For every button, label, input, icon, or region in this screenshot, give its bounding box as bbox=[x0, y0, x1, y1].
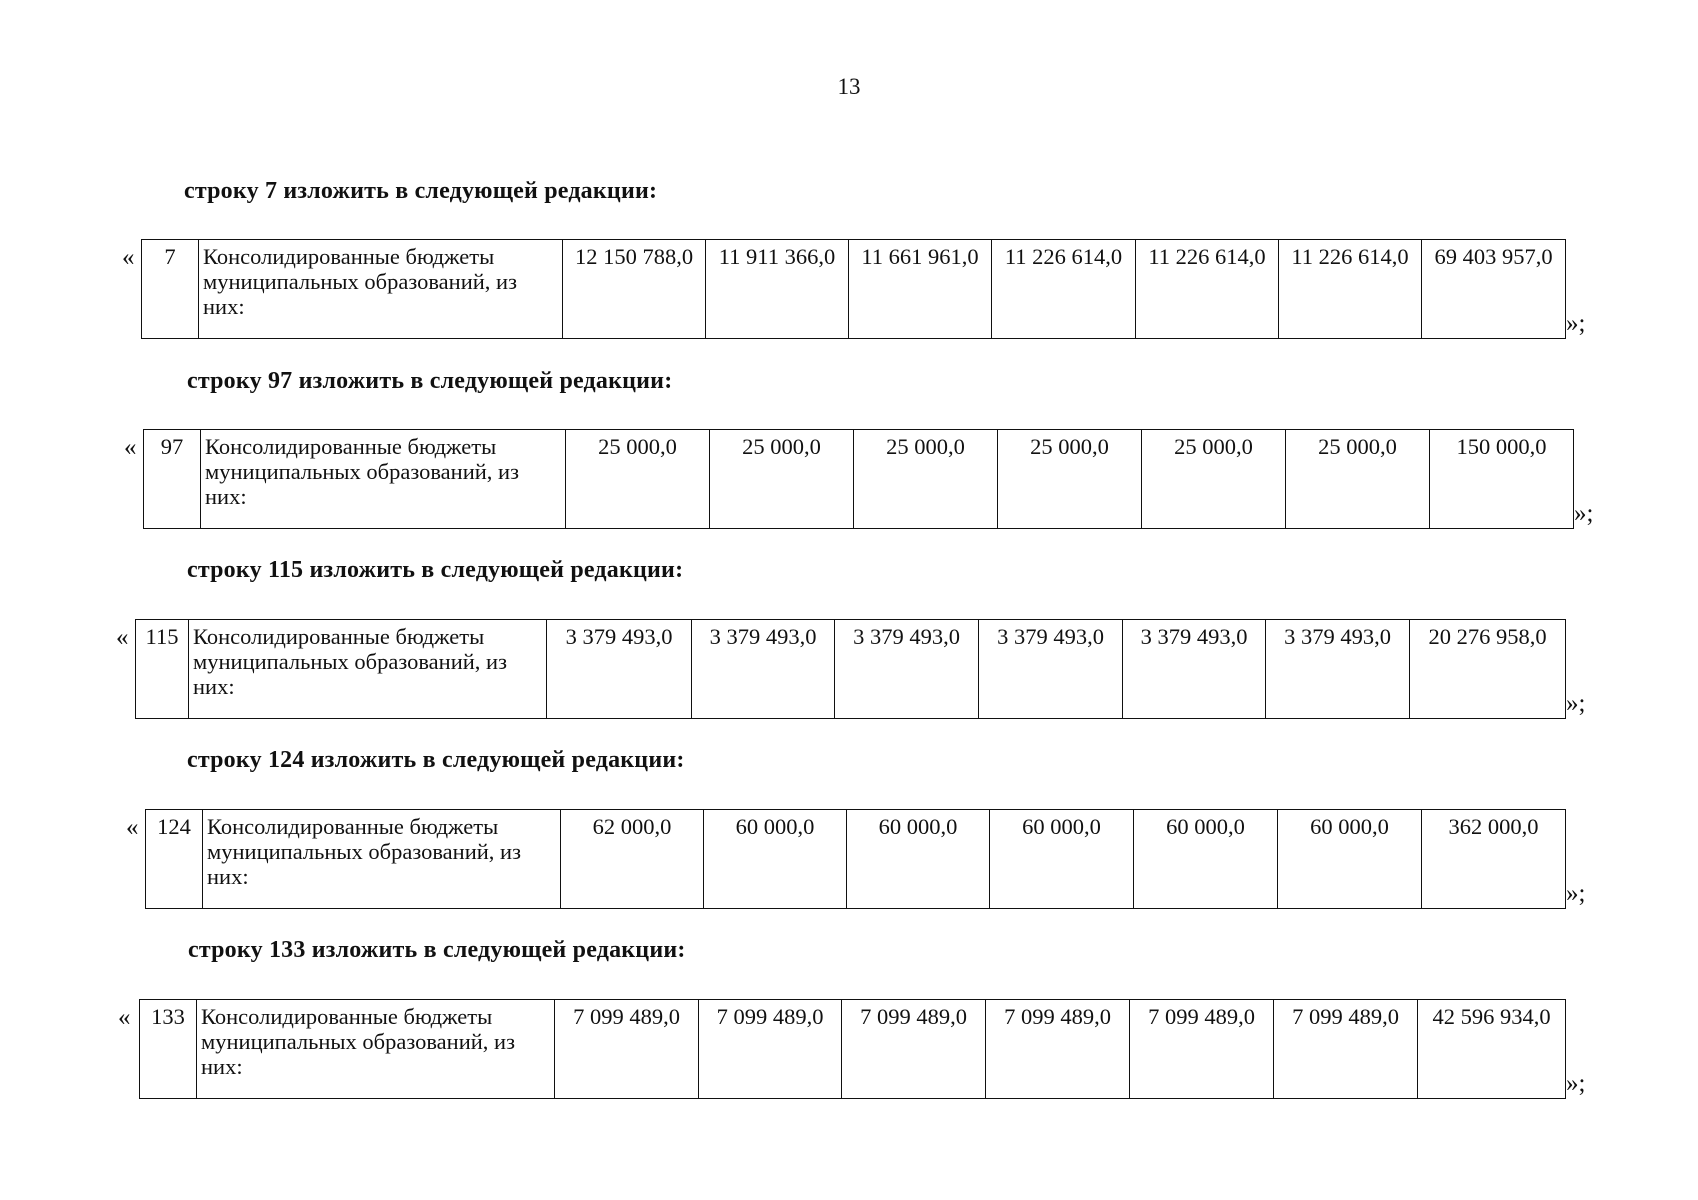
value-cell: 11 661 961,0 bbox=[849, 240, 992, 339]
row-name-cell: Консолидированные бюджеты муниципальных образований, из них: bbox=[199, 240, 563, 339]
value-cell: 7 099 489,0 bbox=[842, 1000, 986, 1099]
value-cell: 3 379 493,0 bbox=[1266, 620, 1410, 719]
amendment-table bbox=[135, 619, 1566, 719]
value-cell: 11 911 366,0 bbox=[706, 240, 849, 339]
row-name-cell: Консолидированные бюджеты муниципальных образований, из них: bbox=[189, 620, 547, 719]
row-name-cell: Консолидированные бюджеты муниципальных образований, из них: bbox=[203, 810, 561, 909]
page-number: 13 bbox=[837, 74, 861, 99]
value-cell: 25 000,0 bbox=[710, 430, 854, 529]
value-cell: 25 000,0 bbox=[998, 430, 1142, 529]
row-number-cell: 115 bbox=[136, 620, 189, 719]
row-name-cell: Консолидированные бюджеты муниципальных образований, из них: bbox=[201, 430, 566, 529]
value-cell: 11 226 614,0 bbox=[1279, 240, 1422, 339]
section-intro: строку 7 изложить в следующей редакции: bbox=[184, 178, 658, 204]
total-value-cell: 42 596 934,0 bbox=[1418, 1000, 1566, 1099]
closing-quote: »; bbox=[1566, 880, 1586, 907]
value-cell: 25 000,0 bbox=[854, 430, 998, 529]
opening-quote: « bbox=[116, 624, 129, 651]
value-cell: 60 000,0 bbox=[847, 810, 990, 909]
total-value-cell: 150 000,0 bbox=[1430, 430, 1574, 529]
value-cell: 3 379 493,0 bbox=[1123, 620, 1266, 719]
table-row bbox=[144, 430, 1574, 529]
value-cell: 12 150 788,0 bbox=[563, 240, 706, 339]
value-cell: 7 099 489,0 bbox=[1130, 1000, 1274, 1099]
table-row bbox=[146, 810, 1566, 909]
row-number-cell: 133 bbox=[140, 1000, 197, 1099]
value-cell: 25 000,0 bbox=[566, 430, 710, 529]
value-cell: 11 226 614,0 bbox=[992, 240, 1136, 339]
section-intro: строку 133 изложить в следующей редакции: bbox=[188, 937, 686, 963]
opening-quote: « bbox=[126, 814, 139, 841]
value-cell: 60 000,0 bbox=[1134, 810, 1278, 909]
closing-quote: »; bbox=[1566, 1070, 1586, 1097]
value-cell: 7 099 489,0 bbox=[986, 1000, 1130, 1099]
closing-quote: »; bbox=[1566, 690, 1586, 717]
value-cell: 3 379 493,0 bbox=[692, 620, 835, 719]
amendment-table bbox=[143, 429, 1574, 529]
value-cell: 7 099 489,0 bbox=[555, 1000, 699, 1099]
table-row bbox=[142, 240, 1566, 339]
closing-quote: »; bbox=[1566, 310, 1586, 337]
value-cell: 62 000,0 bbox=[561, 810, 704, 909]
value-cell: 7 099 489,0 bbox=[699, 1000, 842, 1099]
section-intro: строку 115 изложить в следующей редакции: bbox=[187, 557, 684, 583]
row-number-cell: 124 bbox=[146, 810, 203, 909]
value-cell: 25 000,0 bbox=[1286, 430, 1430, 529]
value-cell: 60 000,0 bbox=[704, 810, 847, 909]
value-cell: 11 226 614,0 bbox=[1136, 240, 1279, 339]
opening-quote: « bbox=[124, 434, 137, 461]
value-cell: 25 000,0 bbox=[1142, 430, 1286, 529]
row-number-cell: 7 bbox=[142, 240, 199, 339]
row-number-cell: 97 bbox=[144, 430, 201, 529]
value-cell: 3 379 493,0 bbox=[547, 620, 692, 719]
table-row bbox=[136, 620, 1566, 719]
closing-quote: »; bbox=[1574, 500, 1594, 527]
value-cell: 60 000,0 bbox=[990, 810, 1134, 909]
value-cell: 3 379 493,0 bbox=[835, 620, 979, 719]
total-value-cell: 69 403 957,0 bbox=[1422, 240, 1566, 339]
value-cell: 60 000,0 bbox=[1278, 810, 1422, 909]
total-value-cell: 20 276 958,0 bbox=[1410, 620, 1566, 719]
amendment-table bbox=[141, 239, 1566, 339]
amendment-table bbox=[145, 809, 1566, 909]
section-intro: строку 124 изложить в следующей редакции: bbox=[187, 747, 685, 773]
opening-quote: « bbox=[118, 1004, 131, 1031]
amendment-table bbox=[139, 999, 1566, 1099]
total-value-cell: 362 000,0 bbox=[1422, 810, 1566, 909]
value-cell: 7 099 489,0 bbox=[1274, 1000, 1418, 1099]
table-row bbox=[140, 1000, 1566, 1099]
section-intro: строку 97 изложить в следующей редакции: bbox=[187, 368, 673, 394]
value-cell: 3 379 493,0 bbox=[979, 620, 1123, 719]
opening-quote: « bbox=[122, 244, 135, 271]
row-name-cell: Консолидированные бюджеты муниципальных образований, из них: bbox=[197, 1000, 555, 1099]
